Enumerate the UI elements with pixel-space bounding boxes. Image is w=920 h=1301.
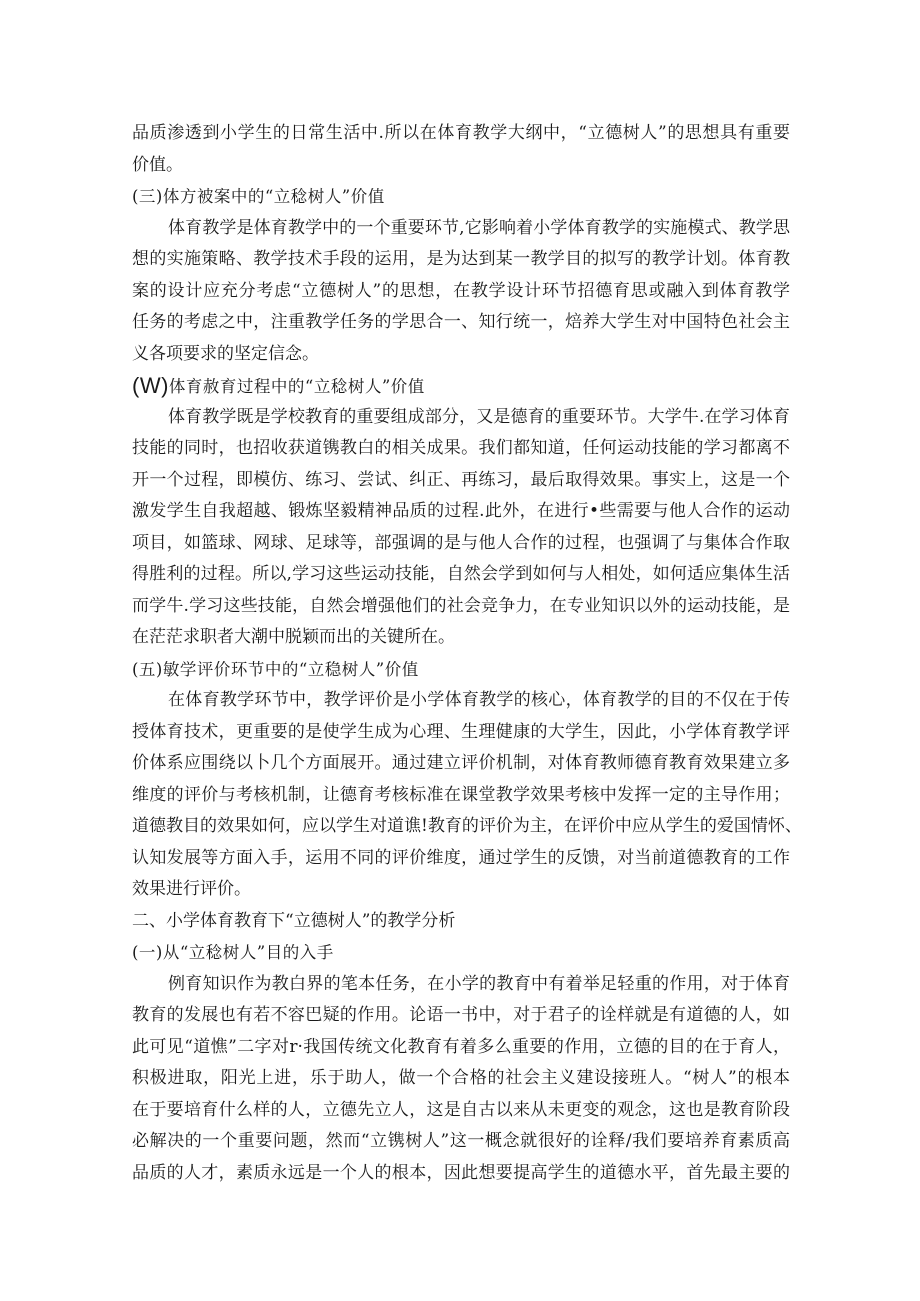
paragraph-line: 教育的发展也有若不容巴疑的作用。论语一书中，对于君子的诠样就是有道德的人，如 — [132, 1005, 790, 1025]
paragraph-line: 开一个过程，即模仿、练习、尝试、纠正、再练习，最后取得效果。事实上，这是一个 — [132, 469, 790, 490]
paragraph-line: 品质的人才，素质永远是一个人的根本，因此想要提高学生的道德水平，首先最主要的 — [132, 1162, 790, 1183]
paragraph-line: 此可见“道憔”二字对r·我国传统文化教育有着多么重要的作用，立德的目的在于育人， — [132, 1036, 790, 1057]
paragraph-line: 例育知识作为教白界的笔本任务，在小学的教育中有着举足轻重的作用，对于体育 — [168, 973, 790, 994]
section-heading-4 — [132, 370, 790, 402]
section-heading-3: (三)体方被案中的“立稔树人”价值 — [132, 187, 385, 206]
paragraph-line: 在茫茫求职者大潮中脱颖而出的关键所在。 — [132, 627, 455, 647]
paragraph-line: 在于要培育什么样的人，立德先立人，这是自古以来从未更变的观念，这也是教育阶段 — [132, 1099, 790, 1120]
paragraph-line: 在体育教学环节中，教学评价是小学体育教学的核心，体育教学的目的不仅在于传 — [168, 690, 790, 710]
paragraph-line: 任务的考虑之中，注重教学任务的学思合一、知行统一，焙养大学生对中国特色社会主 — [132, 312, 790, 332]
section-title: 体育赦育过程中的“立稔树人”价值 — [168, 377, 425, 396]
paragraph-line: 激发学生自我超越、锻炼坚毅精神品质的过程.此外，在进行•些需要与他人合作的运动 — [132, 501, 790, 521]
paragraph-line: 想的实施策略、教学技术手段的运用，是为达到某一教学目的拟写的教学计划。体育教 — [132, 249, 790, 269]
paragraph-line: 必解决的一个重要问题，然而“立镌树人”这一概念就很好的诠释/我们要培养育素质高 — [132, 1131, 790, 1151]
paragraph-line: 维度的评价与考核机制，让德育考核标准在课堂教学效果考核中发挥一定的主导作用； — [132, 784, 790, 805]
paragraph-line: 技能的同时，也招收获道镌教白的相关成果。我们都知道，任何运动技能的学习都离不 — [132, 438, 790, 458]
paragraph-line: 体育教学既是学校教育的重要组成部分，又是德育的重要环节。大学牛.在学习体育 — [168, 406, 790, 427]
section-number: (W) — [132, 373, 169, 398]
paragraph-line: 效果进行评价。 — [132, 879, 251, 899]
paragraph-line: 案的设计应充分考虑“立德树人”的思想，在教学设计环节招德育思或融入到体育教学 — [132, 280, 790, 301]
paragraph-line: 得胜利的过程。所以,学习这些运动技能，自然会学到如何与人相处，如何适应集体生活 — [132, 564, 790, 584]
paragraph-line: 义各项要求的坚定信念。 — [132, 343, 319, 364]
paragraph-line: 而学牛.学习这些技能，自然会增强他们的社会竞争力，在专业知识以外的运动技能，是 — [132, 595, 790, 616]
paragraph-line: 体育教学是体育教学中的一个重要环节,它影响着小学体育教学的实施模式、教学思 — [168, 217, 790, 238]
paragraph-line: 项目，如篮球、网球、足球等，部强调的是与他人合作的过程，也强调了与集体合作取 — [132, 532, 790, 553]
section-heading-1: (一)从“立稔树人”目的入手 — [132, 943, 334, 962]
paragraph-line: 道德教目的效果如何，应以学生对道谯!教育的评价为主，在评价中应从学生的爱国情怀、 — [132, 816, 802, 836]
paragraph-line: 价值。 — [132, 154, 183, 175]
paragraph-line: 认知发展等方面入手，运用不同的评价维度，通过学生的反馈，对当前道德教育的工作 — [132, 847, 790, 868]
chapter-heading-2: 二、小学体育教育下“立德树人”的教学分析 — [132, 910, 456, 931]
paragraph-line: 价体系应围绕以卜几个方面展开。通过建立评价机制，对体育教师德育教育效果建立多 — [132, 753, 790, 773]
section-heading-5: (五)敏学评价环节中的“立稳树人”价值 — [132, 659, 419, 679]
paragraph-line: 积极进取，阳光上进，乐于助人，做一个合格的社会主义建设接班人。“树人”的根本 — [132, 1068, 790, 1088]
paragraph-line: 品质渗透到小学生的日常生活中.所以在体育教学大纲中，“立德树人”的思想具有重要 — [132, 123, 790, 143]
paragraph-line: 授体育技术，更重要的是使学生成为心理、生理健康的大学生，因此，小学体育教学评 — [132, 721, 790, 742]
